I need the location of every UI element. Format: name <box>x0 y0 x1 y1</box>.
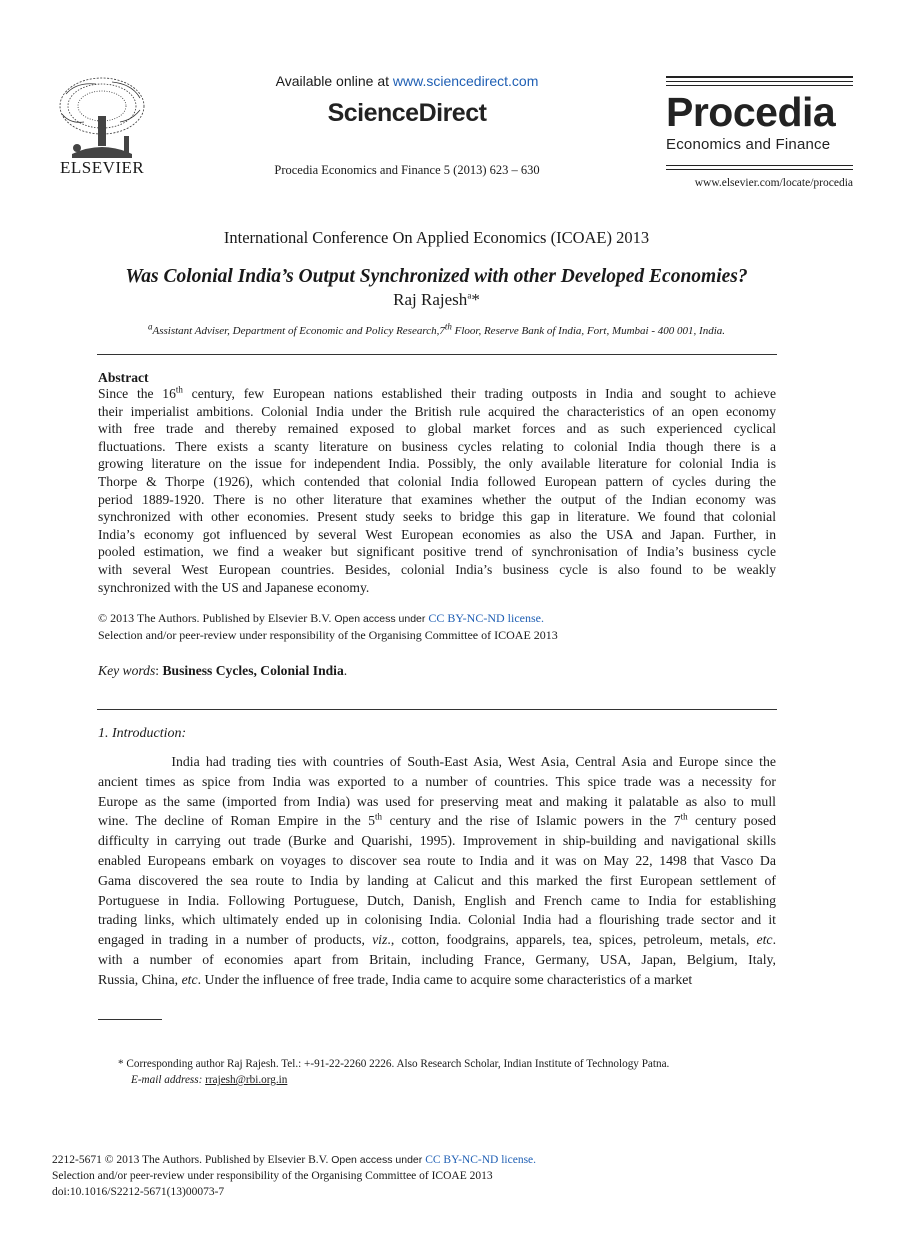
text-segment: engaged in trading in a number of products, <box>98 932 373 948</box>
procedia-rule <box>666 76 853 78</box>
text-line <box>98 508 776 526</box>
text-segment: Portuguese in India. Following Portuguese, Dutch, Danish, English and French came to India for establishing <box>98 892 776 908</box>
inline-mark: th <box>680 811 688 822</box>
text-segment: with a number of economies apart from Britain, including France, Germany, USA, Japan, Belgium, Italy, <box>98 951 776 967</box>
keywords-end: . <box>343 663 348 678</box>
open-access-text: Open access under <box>334 613 429 625</box>
email-label: E-mail address: <box>131 1074 203 1086</box>
peer-review-line: Selection and/or peer-review under responsibility of the Organising Committee of ICOAE 2013 <box>98 628 558 642</box>
affiliation <box>0 321 873 337</box>
text-line <box>98 910 776 930</box>
inline-mark: etc <box>756 932 773 948</box>
text-segment: fluctuations. There exists a scanty literature on business cycles relating to colonial India though there is a <box>98 438 776 454</box>
text-line <box>98 792 776 812</box>
procedia-logo <box>666 76 853 170</box>
text-segment: their imperialist ambitions. Colonial India under the British rule acquired the characteristics of an open economy <box>98 403 776 419</box>
text-segment: difficulty in carrying out trade (Burke and Quarishi, 1995). Improvement in ship-building and navigational skills <box>98 833 776 849</box>
affiliation-text-b: Floor, Reserve Bank of India, Fort, Mumbai - 400 001, India. <box>451 325 726 337</box>
text-line <box>98 970 776 990</box>
available-prefix: Available online at <box>275 73 393 89</box>
copyright-text: © 2013 The Authors. Published by Elsevier B.V. <box>98 611 335 625</box>
text-line <box>98 561 776 579</box>
procedia-rule <box>666 165 853 166</box>
journal-reference: Procedia Economics and Finance 5 (2013) 623 – 630 <box>274 163 540 177</box>
text-line <box>98 851 776 871</box>
text-line <box>98 930 776 950</box>
procedia-rule <box>666 85 853 86</box>
author-corresponding-mark: * <box>471 290 480 309</box>
sciencedirect-link[interactable]: www.sciencedirect.com <box>392 73 539 89</box>
text-line <box>98 831 776 851</box>
author-line <box>0 290 873 310</box>
text-line <box>98 438 776 456</box>
text-segment: period 1889-1920. There is no other literature that examines whether the output of the Indian economy was <box>98 491 776 507</box>
text-segment: . Under the influence of free trade, India came to acquire some characteristics of a market <box>197 971 693 987</box>
available-online <box>232 73 582 89</box>
intro-heading: 1. Introduction: <box>98 726 187 741</box>
affiliation-text-a: Assistant Adviser, Department of Economic and Policy Research,7 <box>152 325 445 337</box>
footnote-mark: * <box>118 1058 127 1070</box>
abstract-body <box>98 385 776 596</box>
separator-rule <box>97 354 777 355</box>
footnote-rule <box>98 1019 162 1020</box>
text-line <box>98 950 776 970</box>
text-line <box>98 491 776 509</box>
procedia-rule <box>666 169 853 170</box>
footer-license-link[interactable]: CC BY-NC-ND license. <box>425 1154 537 1166</box>
inline-mark: viz <box>372 932 388 948</box>
text-segment: ancient times as spice from India was exported to a number of countries. This spice trade was a necessity for <box>98 773 776 789</box>
text-line <box>98 752 776 772</box>
email-link[interactable]: rrajesh@rbi.org.in <box>205 1074 288 1086</box>
text-segment: century and the rise of Islamic powers in the 7 <box>382 813 681 829</box>
keywords-value: Business Cycles, Colonial India <box>162 663 344 678</box>
procedia-wordmark: Procedia <box>666 89 836 135</box>
footnote-corresponding <box>118 1058 669 1070</box>
text-segment: Europe as the same (imported from India) was used for preserving meat and making it palatable as also to mull <box>98 793 776 809</box>
text-segment: Since the 16 <box>98 386 176 401</box>
author-name: Raj Rajesh <box>393 290 468 309</box>
procedia-rule <box>666 81 853 82</box>
text-segment: synchronized with the US and Japanese economy. <box>98 579 370 595</box>
footer-open-access: Open access under <box>331 1154 426 1166</box>
text-line <box>98 871 776 891</box>
text-line <box>98 811 776 831</box>
inline-mark: etc <box>181 971 198 987</box>
elsevier-wordmark: ELSEVIER <box>60 158 145 177</box>
text-segment: wine. The decline of Roman Empire in the 5 <box>98 813 376 829</box>
separator-rule <box>97 709 777 710</box>
footnote-email <box>131 1074 287 1086</box>
copyright-line <box>98 611 544 626</box>
text-segment: century posed <box>687 813 776 829</box>
license-link[interactable]: CC BY-NC-ND license. <box>428 611 544 625</box>
abstract-heading: Abstract <box>98 370 149 385</box>
keywords-label: Key words <box>98 663 156 678</box>
issn-copyright <box>52 1154 536 1166</box>
text-line <box>98 772 776 792</box>
text-line <box>98 579 776 597</box>
footnote-text: Corresponding author Raj Rajesh. Tel.: +-91-22-2260 2226. Also Research Scholar, Indian Institute of Technology Patna. <box>126 1058 670 1070</box>
inline-mark: th <box>175 384 183 395</box>
text-line <box>98 385 776 403</box>
text-segment: ., cotton, foodgrains, apparels, tea, spices, petroleum, metals, <box>387 932 757 948</box>
doi[interactable]: doi:10.1016/S2212-5671(13)00073-7 <box>52 1186 225 1198</box>
text-line <box>98 420 776 438</box>
text-line <box>98 891 776 911</box>
author-affil-sup: a <box>467 290 472 301</box>
text-line <box>98 526 776 544</box>
text-segment: Gama discovered the sea route to India by landing at Calicut and this marked the first European settlement of <box>98 872 776 888</box>
text-line <box>98 403 776 421</box>
text-segment: with several West European countries. Besides, colonial India’s business cycle is also found to be weakly <box>98 561 776 577</box>
text-line <box>98 473 776 491</box>
intro-body <box>98 752 776 990</box>
text-segment: Russia, China, <box>98 971 182 987</box>
keywords-colon: : <box>155 663 163 678</box>
text-segment: . <box>772 932 777 948</box>
inline-mark: th <box>375 811 383 822</box>
conference-name: International Conference On Applied Economics (ICOAE) 2013 <box>223 228 650 247</box>
procedia-url[interactable]: www.elsevier.com/locate/procedia <box>694 177 853 189</box>
affiliation-sup: a <box>147 321 153 332</box>
text-segment: pooled estimation, we find a weaker but significant positive trend of synchronisation of India’s business cycle <box>98 544 776 560</box>
text-segment: trading links, which ultimately ended up in colonising India. Colonial India had a flourishing trade sector and it <box>98 912 776 928</box>
text-segment: with free trade and thereby remained exposed to global market forces and as such experienced cyclical <box>98 421 776 437</box>
issn-text: 2212-5671 © 2013 The Authors. Published by Elsevier B.V. <box>52 1154 332 1166</box>
text-line <box>98 543 776 561</box>
keywords <box>98 663 347 679</box>
text-segment: India’s economy got influenced by several West European economies as also the USA and Japan. Further, in <box>98 526 776 542</box>
text-segment: growing literature on the issue for independent India. Possibly, the only available literature for colonial India is <box>98 456 776 472</box>
footer-peer-review: Selection and/or peer-review under responsibility of the Organising Committee of ICOAE 2013 <box>52 1170 493 1182</box>
procedia-subtitle: Economics and Finance <box>666 136 831 153</box>
text-segment: century, few European nations established their trading outposts in India and sought to achieve <box>182 386 776 401</box>
sciencedirect-logo: ScienceDirect <box>327 99 487 127</box>
text-segment: synchronized with other economies. Present study seeks to bridge this gap in literature. We found that colonial <box>98 509 776 525</box>
paper-title: Was Colonial India’s Output Synchronized with other Developed Economies? <box>125 266 748 287</box>
affiliation-sup2: th <box>444 321 452 332</box>
text-line <box>98 455 776 473</box>
text-segment: enabled Europeans embark on voyages to discover sea route to India and it was on May 22, 1498 that Vasco Da <box>98 852 776 868</box>
text-segment: India had trading ties with countries of South-East Asia, West Asia, Central Asia and Europe since the <box>98 754 776 769</box>
text-segment: Thorpe & Thorpe (1926), which contended that colonial India followed European pattern of cycles during the <box>98 473 776 489</box>
